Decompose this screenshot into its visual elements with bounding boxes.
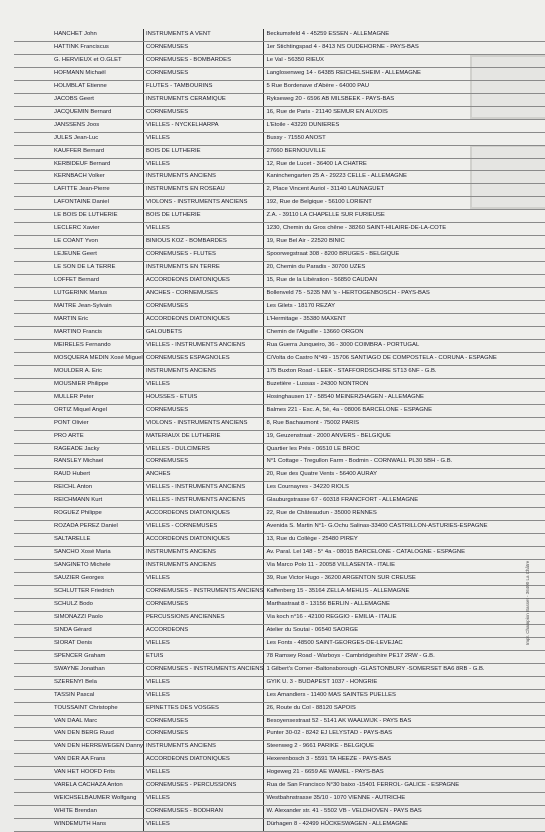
maker-name: LE BOIS DE LUTHERIE — [14, 210, 143, 223]
table-row — [14, 534, 545, 547]
table-row — [14, 663, 545, 676]
maker-name: LE COANT Yvon — [14, 236, 143, 249]
maker-name: JANSSENS Joos — [14, 119, 143, 132]
maker-name: TASSIN Pascal — [14, 689, 143, 702]
maker-address: Dürhagen 8 - 42499 HÜCKESWAGEN - ALLEMAGNE — [264, 819, 545, 832]
table-row — [14, 508, 545, 521]
table-row — [14, 378, 545, 391]
table-row — [14, 495, 545, 508]
table-row — [14, 184, 545, 197]
table-row — [14, 650, 545, 663]
maker-address: Les Amandiers - 11400 MAS SAINTES PUELLES — [264, 689, 545, 702]
instrument-type: CORNEMUSES — [143, 41, 264, 54]
maker-name: JULES Jean-Luc — [14, 132, 143, 145]
instrument-type: CORNEMUSES - INSTRUMENTS ANCIENS — [143, 585, 264, 598]
instrument-type: INSTRUMENTS ANCIENS — [143, 365, 264, 378]
instrument-type: VIELLES — [143, 637, 264, 650]
table-row — [14, 339, 545, 352]
maker-name: HANCHET John — [14, 29, 143, 41]
maker-name: SINDA Gérard — [14, 624, 143, 637]
instrument-type: VIELLES - DULCIMERS — [143, 443, 264, 456]
table-row — [14, 80, 545, 93]
maker-name: SIMONAZZI Paolo — [14, 611, 143, 624]
maker-name: RANSLEY Michael — [14, 456, 143, 469]
instrument-type: EPINETTES DES VOSGES — [143, 702, 264, 715]
maker-name: SANGINETO Michele — [14, 560, 143, 573]
maker-name: SCHULZ Bodo — [14, 598, 143, 611]
instrument-type: CORNEMUSES - INSTRUMENTS ANCIENS — [143, 663, 264, 676]
luthier-directory-table — [14, 29, 545, 832]
maker-name: SANCHO Xosé Maria — [14, 547, 143, 560]
maker-name: REICHMANN Kurt — [14, 495, 143, 508]
instrument-type: CORNEMUSES — [143, 67, 264, 80]
instrument-type: FLUTES - TAMBOURINS — [143, 80, 264, 93]
table-row — [14, 819, 545, 832]
maker-address: Les Fonts - 48500 SAINT-GEORGES-DE-LEVEJAC — [264, 637, 545, 650]
instrument-type: VIELLES — [143, 158, 264, 171]
maker-name: LAFONTAINE Daniel — [14, 197, 143, 210]
maker-address: L'Hermitage - 35380 MAXENT — [264, 313, 545, 326]
maker-address: N°1 Cottage - Tregullon Farm - Bodmin - CORNWALL PL30 5BH - G.B. — [264, 456, 545, 469]
maker-address: Balmes 221 - Esc. A, 5è, 4a - 08006 BARCELONE - ESPAGNE — [264, 404, 545, 417]
maker-address: Buzetière - Lussas - 24300 NONTRON — [264, 378, 545, 391]
maker-address: 1 Gilbert's Corner -Baltonsborough -GLASTONBURY -SOMERSET BA6 8RB - G.B. — [264, 663, 545, 676]
instrument-type: BOIS DE LUTHERIE — [143, 145, 264, 158]
instrument-type: ACCORDEONS DIATONIQUES — [143, 534, 264, 547]
maker-address: Rua de San Francisco N°30 baixo -15401 FERROL- GALICE - ESPAGNE — [264, 780, 545, 793]
instrument-type: INSTRUMENTS ANCIENS — [143, 547, 264, 560]
maker-name: MOUSNIER Philippe — [14, 378, 143, 391]
maker-name: WHITE Brendan — [14, 806, 143, 819]
instrument-type: ACCORDEONS DIATONIQUES — [143, 508, 264, 521]
instrument-type: ACCORDEONS DIATONIQUES — [143, 275, 264, 288]
maker-address: Rykseweg 20 - 6596 AB MILSBEEK - PAYS-BAS — [264, 93, 545, 106]
directory-body — [14, 29, 545, 832]
instrument-type: ANCHES - CORNEMUSES — [143, 288, 264, 301]
table-row — [14, 197, 545, 210]
table-row — [14, 391, 545, 404]
instrument-type: VIELLES — [143, 223, 264, 236]
maker-address: 19, Rue Bel Air - 22520 BINIC — [264, 236, 545, 249]
maker-address: 16, Rue de Paris - 21140 SEMUR EN AUXOIS — [264, 106, 545, 119]
maker-address: L'Etoile - 43220 DUNIERES — [264, 119, 545, 132]
maker-address: 5 Rue Bordenave d'Abère - 64000 PAU — [264, 80, 545, 93]
instrument-type: BINIOUS KOZ - BOMBARDES — [143, 236, 264, 249]
maker-address: 15, Rue de la Libération - 56850 CAUDAN — [264, 275, 545, 288]
maker-address: Via koch n°16 - 42100 REGGIO - EMILIA - ITALIE — [264, 611, 545, 624]
instrument-type: INSTRUMENTS ANCIENS — [143, 560, 264, 573]
maker-address: Steenweg 2 - 9661 PARIKE - BELGIQUE — [264, 741, 545, 754]
table-row — [14, 67, 545, 80]
instrument-type: CORNEMUSES - BODHRAN — [143, 806, 264, 819]
table-row — [14, 598, 545, 611]
maker-name: G. HERVIEUX et O.GLET — [14, 54, 143, 67]
table-row — [14, 158, 545, 171]
maker-name: MOULDER A. Eric — [14, 365, 143, 378]
instrument-type: INSTRUMENTS CERAMIQUE — [143, 93, 264, 106]
maker-address: 1230, Chemin du Gros chêne - 38260 SAINT-HILAIRE-DE-LA-COTE — [264, 223, 545, 236]
instrument-type: VIELLES — [143, 689, 264, 702]
maker-address: Av. Paral. Lel 148 - 5° 4a - 08015 BARCELONE - CATALOGNE - ESPAGNE — [264, 547, 545, 560]
instrument-type: VIOLONS - INSTRUMENTS ANCIENS — [143, 197, 264, 210]
instrument-type: VIELLES — [143, 767, 264, 780]
table-row — [14, 210, 545, 223]
maker-address: GYIK U. 3 - BUDAPEST 1037 - HONGRIE — [264, 676, 545, 689]
maker-name: HOLMBLAT Etienne — [14, 80, 143, 93]
maker-name: ROZADA PEREZ Daniel — [14, 521, 143, 534]
maker-address: 39, Rue Victor Hugo - 36200 ARGENTON SUR CREUSE — [264, 573, 545, 586]
table-row — [14, 132, 545, 145]
maker-name: HATTINK Franciscus — [14, 41, 143, 54]
maker-address: W. Alexander str. 41 - 5502 VB - VELDHOVEN - PAYS BAS — [264, 806, 545, 819]
table-row — [14, 352, 545, 365]
maker-address: 19, Geuzenstraat - 2000 ANVERS - BELGIQUE — [264, 430, 545, 443]
maker-name: HOFMANN Michaël — [14, 67, 143, 80]
maker-name: PRO ARTE — [14, 430, 143, 443]
maker-address: 27660 BERNOUVILLE — [264, 145, 545, 158]
instrument-type: VIOLONS - INSTRUMENTS ANCIENS — [143, 417, 264, 430]
table-row — [14, 780, 545, 793]
maker-name: RAGEADE Jacky — [14, 443, 143, 456]
table-row — [14, 106, 545, 119]
instrument-type: HOUSSES - ETUIS — [143, 391, 264, 404]
maker-name: MEIRELES Fernando — [14, 339, 143, 352]
maker-name: LUTGERINK Marius — [14, 288, 143, 301]
maker-name: MARTINO Francis — [14, 326, 143, 339]
instrument-type: CORNEMUSES — [143, 404, 264, 417]
instrument-type: ACCORDEONS — [143, 624, 264, 637]
instrument-type: VIELLES — [143, 132, 264, 145]
maker-name: SIORAT Denis — [14, 637, 143, 650]
maker-address: Glauburgstrasse 67 - 60318 FRANCFORT - ALLEMAGNE — [264, 495, 545, 508]
instrument-type: INSTRUMENTS ANCIENS — [143, 741, 264, 754]
maker-address: Langlosenweg 14 - 64385 REICHELSHEIM - ALLEMAGNE — [264, 67, 545, 80]
table-row — [14, 326, 545, 339]
maker-name: VAN DEN HERREWEGEN Danny — [14, 741, 143, 754]
maker-address: Rua Guerra Junqueiro, 36 - 3000 COIMBRA - PORTUGAL — [264, 339, 545, 352]
maker-address: Atelier du Soutai - 06540 SAORGE — [264, 624, 545, 637]
table-row — [14, 482, 545, 495]
table-row — [14, 611, 545, 624]
instrument-type: VIELLES - INSTRUMENTS ANCIENS — [143, 482, 264, 495]
maker-address: 22, Rue de Châteaudun - 35000 RENNES — [264, 508, 545, 521]
table-row — [14, 793, 545, 806]
instrument-type: PERCUSSIONS ANCIENNES — [143, 611, 264, 624]
instrument-type: INSTRUMENTS EN ROSEAU — [143, 184, 264, 197]
maker-name: PONT Olivier — [14, 417, 143, 430]
table-row — [14, 560, 545, 573]
instrument-type: VIELLES — [143, 819, 264, 832]
maker-address: Besoyensestraat 52 - 5141 AK WAALWIJK - PAYS BAS — [264, 715, 545, 728]
maker-name: SPENCER Graham — [14, 650, 143, 663]
table-row — [14, 715, 545, 728]
table-row — [14, 404, 545, 417]
instrument-type: CORNEMUSES — [143, 456, 264, 469]
instrument-type: VIELLES — [143, 573, 264, 586]
maker-name: VAN HET HOOFD Frits — [14, 767, 143, 780]
table-row — [14, 313, 545, 326]
table-row — [14, 301, 545, 314]
table-row — [14, 262, 545, 275]
maker-address: 12, Rue de Lucet - 36400 LA CHATRE — [264, 158, 545, 171]
maker-address: 8, Rue Bachaumont - 75002 PARIS — [264, 417, 545, 430]
instrument-type: VIELLES — [143, 793, 264, 806]
maker-name: JACQUEMIN Bernard — [14, 106, 143, 119]
instrument-type: MATERIAUX DE LUTHERIE — [143, 430, 264, 443]
maker-address: 26, Route du Col - 88120 SAPOIS — [264, 702, 545, 715]
maker-name: LAFITTE Jean-Pierre — [14, 184, 143, 197]
table-row — [14, 29, 545, 41]
instrument-type: CORNEMUSES ESPAGNOLES — [143, 352, 264, 365]
maker-name: LOFFET Bernard — [14, 275, 143, 288]
maker-name: SALTARELLE — [14, 534, 143, 547]
instrument-type: VIELLES - CORNEMUSES — [143, 521, 264, 534]
maker-name: LE SON DE LA TERRE — [14, 262, 143, 275]
instrument-type: CORNEMUSES — [143, 598, 264, 611]
table-row — [14, 624, 545, 637]
table-row — [14, 741, 545, 754]
table-row — [14, 637, 545, 650]
instrument-type: CORNEMUSES - BOMBARDES — [143, 54, 264, 67]
table-row — [14, 728, 545, 741]
table-row — [14, 767, 545, 780]
maker-address: Avenida S. Martin N°1- G.Ochu Salinas-33400 CASTRILLON-ASTURIES-ESPAGNE — [264, 521, 545, 534]
maker-name: SZERENYI Bela — [14, 676, 143, 689]
maker-address: Bollenveld 75 - 5235 NM 's - HERTOGENBOSCH - PAYS-BAS — [264, 288, 545, 301]
table-row — [14, 547, 545, 560]
maker-name: LEJEUNE Geert — [14, 249, 143, 262]
maker-name: WINDEMUTH Hans — [14, 819, 143, 832]
table-row — [14, 54, 545, 67]
table-row — [14, 93, 545, 106]
table-row — [14, 171, 545, 184]
table-row — [14, 702, 545, 715]
instrument-type: VIELLES — [143, 676, 264, 689]
maker-address: 78 Ramsey Road - Warboys - Cambridgeshire PE17 2RW - G.B. — [264, 650, 545, 663]
instrument-type: ACCORDEONS DIATONIQUES — [143, 313, 264, 326]
table-row — [14, 456, 545, 469]
maker-address: Les Cournayres - 34220 RIOLS — [264, 482, 545, 495]
maker-address: Hexerenbosch 3 - 5591 TA HEEZE - PAYS-BAS — [264, 754, 545, 767]
instrument-type: INSTRUMENTS EN TERRE — [143, 262, 264, 275]
table-row — [14, 443, 545, 456]
maker-name: VAN DER AA Frans — [14, 754, 143, 767]
table-row — [14, 41, 545, 54]
maker-name: MOSQUERA MEDIN Xosé Miguel — [14, 352, 143, 365]
maker-name: MARTIN Eric — [14, 313, 143, 326]
instrument-type: VIELLES - INSTRUMENTS ANCIENS — [143, 495, 264, 508]
maker-name: ROGUEZ Philippe — [14, 508, 143, 521]
instrument-type: CORNEMUSES — [143, 728, 264, 741]
instrument-type: CORNEMUSES — [143, 106, 264, 119]
table-row — [14, 754, 545, 767]
maker-address: Le Val - 56350 RIEUX — [264, 54, 545, 67]
instrument-type: CORNEMUSES — [143, 301, 264, 314]
instrument-type: ACCORDEONS DIATONIQUES — [143, 754, 264, 767]
table-row — [14, 573, 545, 586]
maker-name: LECLERC Xavier — [14, 223, 143, 236]
maker-name: ORTIZ Miquel Angel — [14, 404, 143, 417]
maker-name: VAN DAAL Marc — [14, 715, 143, 728]
maker-name: WEICHSELBAUMER Wolfgang — [14, 793, 143, 806]
maker-address: Marthastraat 8 - 13156 BERLIN - ALLEMAGNE — [264, 598, 545, 611]
maker-name: MULLER Peter — [14, 391, 143, 404]
maker-name: MAITRE Jean-Sylvain — [14, 301, 143, 314]
maker-address: C/Volta do Castro N°49 - 15706 SANTIAGO DE COMPOSTELA - CORUNA - ESPAGNE — [264, 352, 545, 365]
maker-address: Punter 30-02 - 8242 EJ LELYSTAD - PAYS-BAS — [264, 728, 545, 741]
maker-address: Quartier les Prés - 06510 LE BROC — [264, 443, 545, 456]
maker-name: SCHLUTTER Friedrich — [14, 585, 143, 598]
table-row — [14, 365, 545, 378]
table-row — [14, 288, 545, 301]
table-row — [14, 119, 545, 132]
maker-address: 2, Place Vincent Auriol - 31140 LAUNAGUET — [264, 184, 545, 197]
maker-address: Hogeweg 21 - 6659 AE WAMEL - PAYS-BAS — [264, 767, 545, 780]
maker-address: Bussy - 71550 ANOST — [264, 132, 545, 145]
table-row — [14, 689, 545, 702]
maker-address: 20, Rue des Quatre Vents - 56400 AURAY — [264, 469, 545, 482]
instrument-type: INSTRUMENTS ANCIENS — [143, 171, 264, 184]
table-row — [14, 223, 545, 236]
maker-address: Via Marco Polo 11 - 20058 VILLASENTA - ITALIE — [264, 560, 545, 573]
table-row — [14, 469, 545, 482]
maker-name: KAUFFER Bernard — [14, 145, 143, 158]
maker-address: 175 Buxton Road - LEEK - STAFFORDSCHIRE ST13 6NF - G.B. — [264, 365, 545, 378]
instrument-type: VIELLES — [143, 378, 264, 391]
maker-name: VAN DEN BERG Ruud — [14, 728, 143, 741]
maker-name: REICHL Anton — [14, 482, 143, 495]
maker-name: RAUD Hubert — [14, 469, 143, 482]
maker-address: Kaffenberg 15 - 35164 ZELLA-MEHLIS - ALLEMAGNE — [264, 585, 545, 598]
instrument-type: VIELLES - INSTRUMENTS ANCIENS — [143, 339, 264, 352]
maker-name: VARELA CACHAZA Anton — [14, 780, 143, 793]
instrument-type: CORNEMUSES - FLUTES — [143, 249, 264, 262]
maker-address: 192, Rue de Belgique - 56100 LORIENT — [264, 197, 545, 210]
maker-name: KERBIDEUF Bernard — [14, 158, 143, 171]
table-row — [14, 430, 545, 443]
maker-address: 1er Stichtingspad 4 - 8413 NS OUDEHORNE - PAYS-BAS — [264, 41, 545, 54]
maker-address: Hosinghausen 17 - 58540 MEINERZHAGEN - ALLEMAGNE — [264, 391, 545, 404]
table-row — [14, 249, 545, 262]
instrument-type: ANCHES — [143, 469, 264, 482]
table-row — [14, 275, 545, 288]
maker-name: SAUZIER Georges — [14, 573, 143, 586]
instrument-type: ETUIS — [143, 650, 264, 663]
maker-name: SWAYNE Jonathan — [14, 663, 143, 676]
maker-name: TOUSSAINT Christophe — [14, 702, 143, 715]
maker-address: Kaninchengarten 25 A - 29223 CELLE - ALLEMAGNE — [264, 171, 545, 184]
instrument-type: CORNEMUSES - PERCUSSIONS — [143, 780, 264, 793]
maker-address: Les Gilets - 18170 REZAY — [264, 301, 545, 314]
maker-address: Westbahnstrasse 35/10 - 1070 VIENNE - AUTRICHE — [264, 793, 545, 806]
table-row — [14, 417, 545, 430]
maker-address: 13, Rue du Collège - 25480 PIREY — [264, 534, 545, 547]
table-row — [14, 585, 545, 598]
maker-name: KERNBACH Volker — [14, 171, 143, 184]
table-row — [14, 521, 545, 534]
maker-name: JACOBS Geert — [14, 93, 143, 106]
maker-address: Chemin de l'Aiguille - 13660 ORGON — [264, 326, 545, 339]
maker-address: 20, Chemin du Paradis - 30700 UZES — [264, 262, 545, 275]
table-row — [14, 676, 545, 689]
table-row — [14, 145, 545, 158]
instrument-type: INSTRUMENTS A VENT — [143, 29, 264, 41]
instrument-type: BOIS DE LUTHERIE — [143, 210, 264, 223]
instrument-type: GALOUBETS — [143, 326, 264, 339]
table-row — [14, 806, 545, 819]
maker-address: Z.A. - 39110 LA CHAPELLE SUR FURIEUSE — [264, 210, 545, 223]
instrument-type: CORNEMUSES — [143, 715, 264, 728]
table-row — [14, 236, 545, 249]
maker-address: Spoorwegstraat 308 - 8200 BRUGES - BELGIQUE — [264, 249, 545, 262]
printer-credit: Impr. Champion Basset - 36400 La Châtre — [525, 560, 530, 645]
maker-address: Beckumsfeld 4 - 45259 ESSEN - ALLEMAGNE — [264, 29, 545, 41]
instrument-type: VIELLES - NYCKELHARPA — [143, 119, 264, 132]
